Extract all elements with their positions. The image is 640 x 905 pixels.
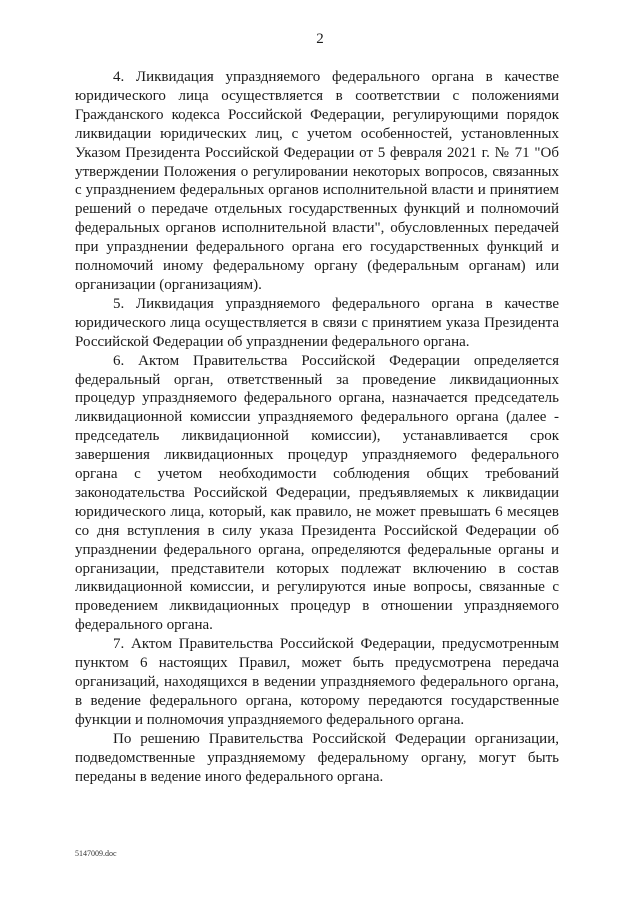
file-reference: 5147009.doc <box>75 849 117 858</box>
paragraph-4: 4. Ликвидация упраздняемого федерального органа в качестве юридического лица осуществляется в соответствии с положениями Гражданского кодекса Российской Федерации, регулирующими порядок ликвидации юридических лиц, с учетом особенностей, установленных Указом Президента Российской Федерации от 5 февраля 2021 г. № 71 "Об утверждении Положения о регулировании некоторых вопросов, связанных с упразднением федеральных органов исполнительной власти и принятием решений о передаче отдельных государственных функций и полномочий федеральных органов исполнительной власти", обусловленных передачей при упразднении федерального органа его государственных функций и полномочий иному федеральному органу (федеральным органам) или организации (организациям). <box>75 69 559 293</box>
page-number: 2 <box>316 31 324 47</box>
paragraph-6: 6. Актом Правительства Российской Федерации определяется федеральный орган, ответственный за проведение ликвидационных процедур упраздняемого федерального органа, назначается председатель ликвидационной комиссии упраздняемого федерального органа (далее - председатель ликвидационной комиссии), устанавливается срок завершения ликвидационных процедур упраздняемого федерального органа с учетом необходимости соблюдения общих требований законодательства Российской Федерации, предъявляемых к ликвидации юридического лица, который, как правило, не может превышать 6 месяцев со дня вступления в силу указа Президента Российской Федерации об упразднении федерального органа, определяются федеральные органы и организации, представители которых подлежат включению в состав ликвидационной комиссии, и регулируются иные вопросы, связанные с проведением ликвидационных процедур в отношении упраздняемого федерального органа. <box>75 352 559 634</box>
paragraph-5: 5. Ликвидация упраздняемого федерального органа в качестве юридического лица осуществляется в связи с принятием указа Президента Российской Федерации об упразднении федерального органа. <box>75 295 559 350</box>
paragraph-7: 7. Актом Правительства Российской Федерации, предусмотренным пунктом 6 настоящих Правил, может быть предусмотрена передача организаций, находящихся в ведении упраздняемого федерального органа, в ведение федерального органа, которому передаются государственные функции и полномочия упраздняемого федерального органа. <box>75 636 559 728</box>
paragraph-7-continuation: По решению Правительства Российской Федерации организации, подведомственные упраздняемому федеральному органу, могут быть переданы в ведение иного федерального органа. <box>75 730 559 785</box>
document-body <box>75 68 559 786</box>
